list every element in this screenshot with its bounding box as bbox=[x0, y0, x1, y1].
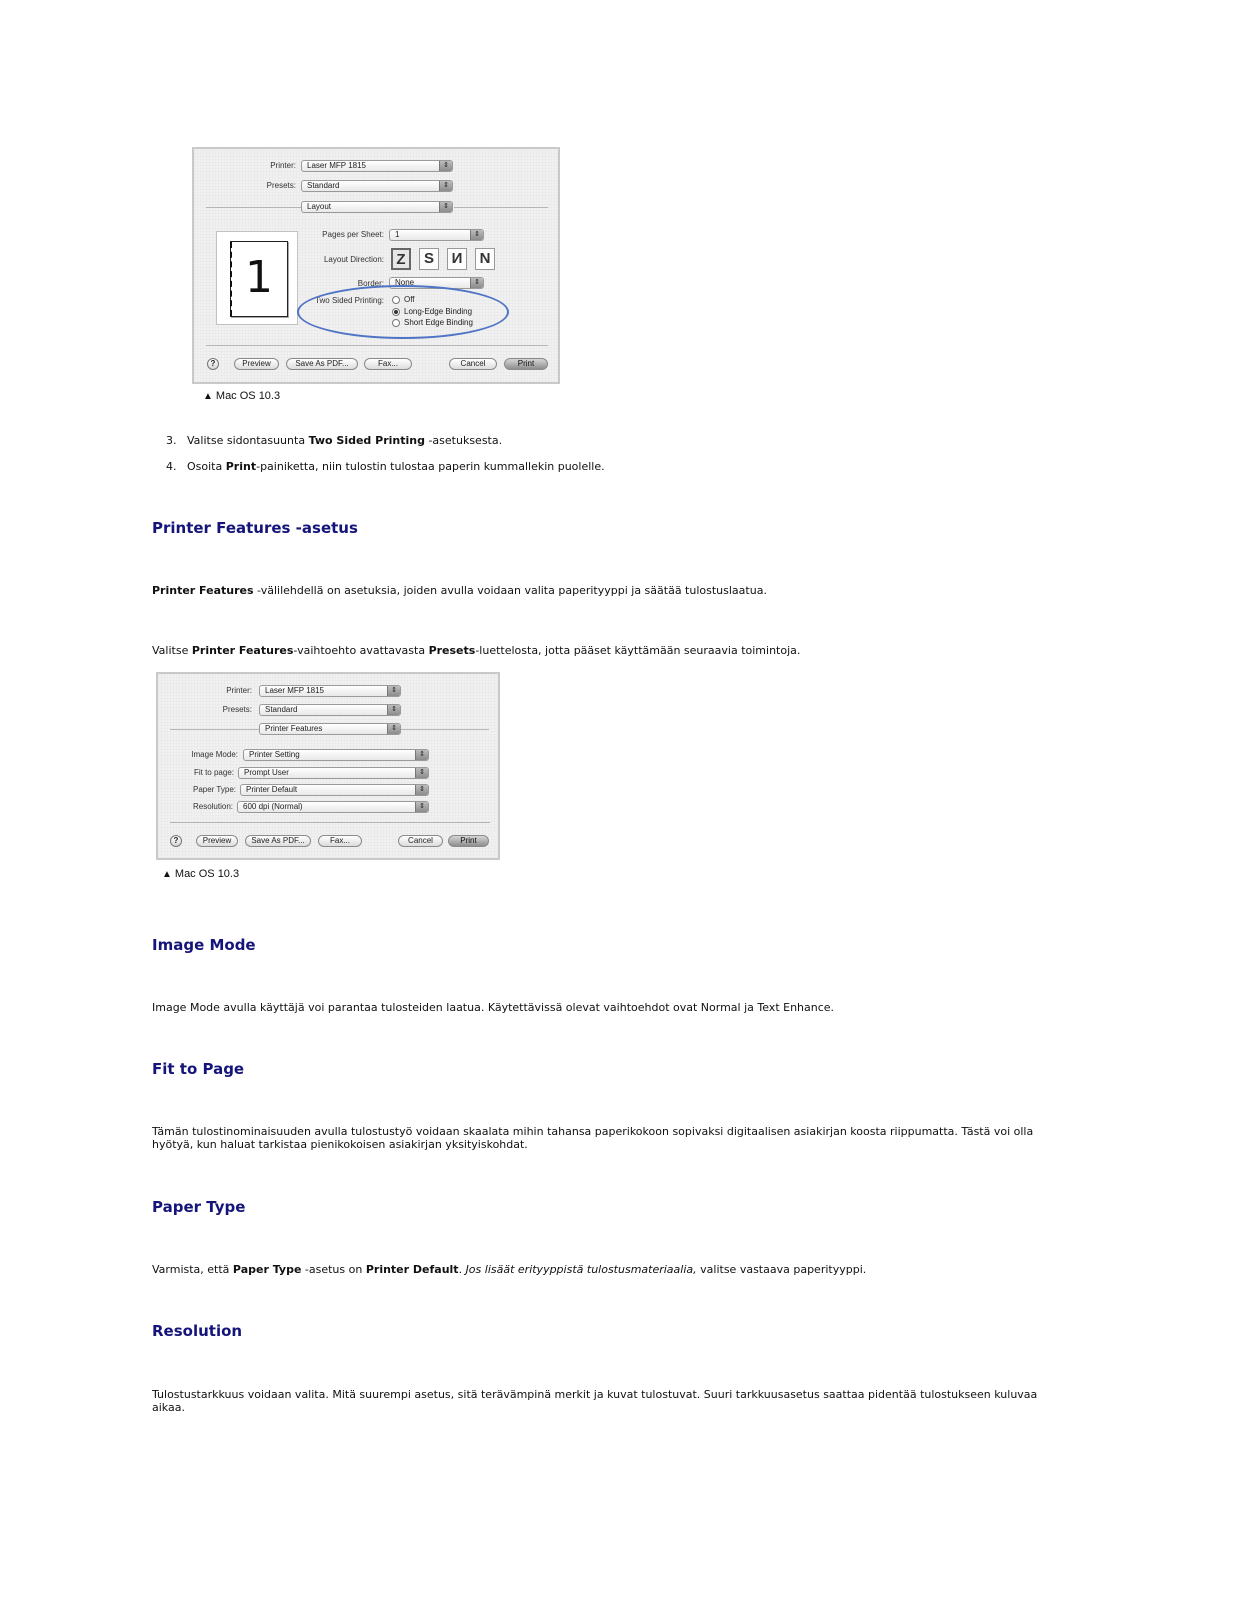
step-text-end: -painiketta, niin tulostin tulostaa paperin kummallekin puolelle. bbox=[256, 460, 605, 473]
paragraph-text: . bbox=[458, 1263, 466, 1276]
border-select-value: None bbox=[395, 278, 415, 287]
select-arrows-icon: ⇕ bbox=[387, 686, 400, 696]
fit-to-page-select[interactable] bbox=[238, 767, 429, 779]
image-mode-label: Image Mode: bbox=[191, 750, 238, 759]
step-3 bbox=[166, 434, 502, 447]
help-button[interactable]: ? bbox=[170, 835, 182, 847]
italic-text: Jos lisäät erityyppistä tulostusmateriaalia, bbox=[465, 1263, 697, 1276]
panel-select[interactable] bbox=[259, 723, 401, 735]
select-arrows-icon: ⇕ bbox=[415, 768, 428, 778]
step-text: Osoita bbox=[187, 460, 226, 473]
figure2-caption-text: Mac OS 10.3 bbox=[174, 868, 240, 880]
figure1-caption bbox=[203, 390, 280, 402]
resolution-select[interactable] bbox=[237, 801, 429, 813]
layout-direction-s-icon[interactable]: S bbox=[419, 248, 439, 270]
printer-label: Printer: bbox=[270, 161, 296, 170]
layout-preview bbox=[216, 231, 298, 325]
paragraph-text: -välilehdellä on asetuksia, joiden avulla voidaan valita paperityyppi ja säätää tulostuslaatua. bbox=[253, 584, 767, 597]
figure2-caption bbox=[162, 868, 239, 880]
select-arrows-icon: ⇕ bbox=[439, 202, 452, 212]
panel-select-value: Layout bbox=[307, 202, 332, 211]
select-arrows-icon: ⇕ bbox=[387, 724, 400, 734]
paragraph-text: Valitse bbox=[152, 644, 192, 657]
select-arrows-icon: ⇕ bbox=[415, 785, 428, 795]
paper-type-paragraph bbox=[152, 1263, 866, 1276]
border-label: Border: bbox=[357, 279, 384, 288]
paper-type-value: Printer Default bbox=[246, 785, 298, 794]
help-button[interactable]: ? bbox=[207, 358, 219, 370]
save-as-pdf-button[interactable]: Save As PDF... bbox=[245, 835, 311, 847]
presets-select[interactable] bbox=[301, 180, 453, 192]
two-sided-label: Two Sided Printing: bbox=[315, 296, 384, 305]
fit-to-page-label: Fit to page: bbox=[193, 768, 234, 777]
paper-type-select[interactable] bbox=[240, 784, 429, 796]
presets-select-value: Standard bbox=[265, 705, 298, 714]
two-sided-off-label: Off bbox=[404, 295, 415, 304]
step-number: 3. bbox=[166, 434, 177, 447]
panel-select-value: Printer Features bbox=[265, 724, 323, 733]
paragraph-text: -asetus on bbox=[301, 1263, 366, 1276]
layout-direction-z-icon[interactable]: Z bbox=[391, 248, 411, 270]
highlight-ellipse bbox=[297, 285, 509, 339]
printer-select-value: Laser MFP 1815 bbox=[307, 161, 366, 170]
image-mode-select[interactable] bbox=[243, 749, 429, 761]
resolution-value: 600 dpi (Normal) bbox=[243, 802, 303, 811]
step-bold-term: Print bbox=[225, 460, 257, 473]
divider bbox=[454, 207, 548, 208]
fax-button[interactable]: Fax... bbox=[364, 358, 412, 370]
paper-type-heading: Paper Type bbox=[152, 1198, 246, 1216]
triangle-icon: ▲ bbox=[162, 869, 172, 880]
bold-term: Printer Default bbox=[365, 1263, 459, 1276]
select-arrows-icon: ⇕ bbox=[470, 230, 483, 240]
printer-select-value: Laser MFP 1815 bbox=[265, 686, 324, 695]
resolution-heading: Resolution bbox=[152, 1322, 243, 1340]
presets-select-value: Standard bbox=[307, 181, 340, 190]
printer-features-dialog-screenshot bbox=[156, 672, 500, 860]
printer-features-paragraph-2 bbox=[152, 644, 800, 657]
printer-select[interactable] bbox=[301, 160, 453, 172]
print-button[interactable]: Print bbox=[504, 358, 548, 370]
printer-features-heading: Printer Features -asetus bbox=[152, 519, 358, 537]
paragraph-text: valitse vastaava paperityyppi. bbox=[696, 1263, 867, 1276]
presets-label: Presets: bbox=[266, 181, 296, 190]
bold-term: Presets bbox=[428, 644, 476, 657]
pages-per-sheet-label: Pages per Sheet: bbox=[322, 230, 384, 239]
step-4 bbox=[166, 460, 605, 473]
preview-button[interactable]: Preview bbox=[234, 358, 279, 370]
paragraph-text: -luettelosta, jotta pääset käyttämään seuraavia toimintoja. bbox=[475, 644, 801, 657]
layout-dialog-screenshot bbox=[192, 147, 560, 384]
fax-button[interactable]: Fax... bbox=[318, 835, 362, 847]
select-arrows-icon: ⇕ bbox=[470, 278, 483, 288]
divider bbox=[170, 729, 259, 730]
paragraph-text: -vaihtoehto avattavasta bbox=[293, 644, 429, 657]
step-bold-term: Two Sided Printing bbox=[308, 434, 425, 447]
divider bbox=[401, 729, 489, 730]
presets-select[interactable] bbox=[259, 704, 401, 716]
cancel-button[interactable]: Cancel bbox=[449, 358, 497, 370]
two-sided-long-edge-label: Long-Edge Binding bbox=[404, 307, 473, 316]
divider bbox=[206, 345, 548, 346]
pages-per-sheet-value: 1 bbox=[395, 230, 400, 239]
fit-to-page-heading: Fit to Page bbox=[152, 1060, 245, 1078]
figure1-caption-text: Mac OS 10.3 bbox=[215, 390, 281, 402]
panel-select[interactable] bbox=[301, 201, 453, 213]
triangle-icon: ▲ bbox=[203, 391, 213, 402]
layout-direction-label: Layout Direction: bbox=[323, 255, 384, 264]
layout-direction-n-icon[interactable]: N bbox=[475, 248, 495, 270]
paper-type-label: Paper Type: bbox=[193, 785, 236, 794]
preview-button[interactable]: Preview bbox=[196, 835, 238, 847]
fit-to-page-value: Prompt User bbox=[244, 768, 289, 777]
cancel-button[interactable]: Cancel bbox=[398, 835, 443, 847]
presets-label: Presets: bbox=[222, 705, 252, 714]
paragraph-text: Varmista, että bbox=[152, 1263, 233, 1276]
bold-term: Printer Features bbox=[191, 644, 294, 657]
print-button[interactable]: Print bbox=[448, 835, 489, 847]
select-arrows-icon: ⇕ bbox=[439, 161, 452, 171]
printer-label: Printer: bbox=[226, 686, 252, 695]
fit-to-page-paragraph: Tämän tulostinominaisuuden avulla tulostustyö voidaan skaalata mihin tahansa paperikokoon sopivaksi digitaalisen asiakirjan koosta riippumatta. Tästä voi olla hyötyä, kun haluat tarkistaa pienikokoisen asiakirjan yksityiskohdat. bbox=[152, 1125, 1034, 1151]
two-sided-short-edge-label: Short Edge Binding bbox=[404, 318, 473, 327]
divider bbox=[170, 822, 490, 823]
step-text-end: -asetuksesta. bbox=[424, 434, 503, 447]
printer-select[interactable] bbox=[259, 685, 401, 697]
step-text: Valitse sidontasuunta bbox=[187, 434, 309, 447]
preview-page-number: 1 bbox=[245, 252, 273, 303]
select-arrows-icon: ⇕ bbox=[415, 750, 428, 760]
step-number: 4. bbox=[166, 460, 177, 473]
resolution-paragraph: Tulostustarkkuus voidaan valita. Mitä suurempi asetus, sitä terävämpinä merkit ja kuvat tulostuvat. Suuri tarkkuusasetus saattaa pidentää tulostukseen kuluvaa aikaa. bbox=[152, 1388, 1038, 1414]
save-as-pdf-button[interactable]: Save As PDF... bbox=[286, 358, 358, 370]
layout-direction-reverse-n-icon[interactable]: И bbox=[447, 248, 467, 270]
image-mode-paragraph: Image Mode avulla käyttäjä voi parantaa tulosteiden laatua. Käytettävissä olevat vaihtoehdot ovat Normal ja Text Enhance. bbox=[152, 1001, 835, 1014]
select-arrows-icon: ⇕ bbox=[439, 181, 452, 191]
pages-per-sheet-select[interactable] bbox=[389, 229, 484, 241]
bold-term: Paper Type bbox=[232, 1263, 302, 1276]
image-mode-heading: Image Mode bbox=[152, 936, 256, 954]
divider bbox=[206, 207, 301, 208]
bold-term: Printer Features bbox=[152, 584, 254, 597]
select-arrows-icon: ⇕ bbox=[387, 705, 400, 715]
image-mode-value: Printer Setting bbox=[249, 750, 300, 759]
preview-page bbox=[230, 241, 288, 317]
printer-features-paragraph-1 bbox=[152, 584, 767, 597]
resolution-label: Resolution: bbox=[192, 802, 233, 811]
select-arrows-icon: ⇕ bbox=[415, 802, 428, 812]
